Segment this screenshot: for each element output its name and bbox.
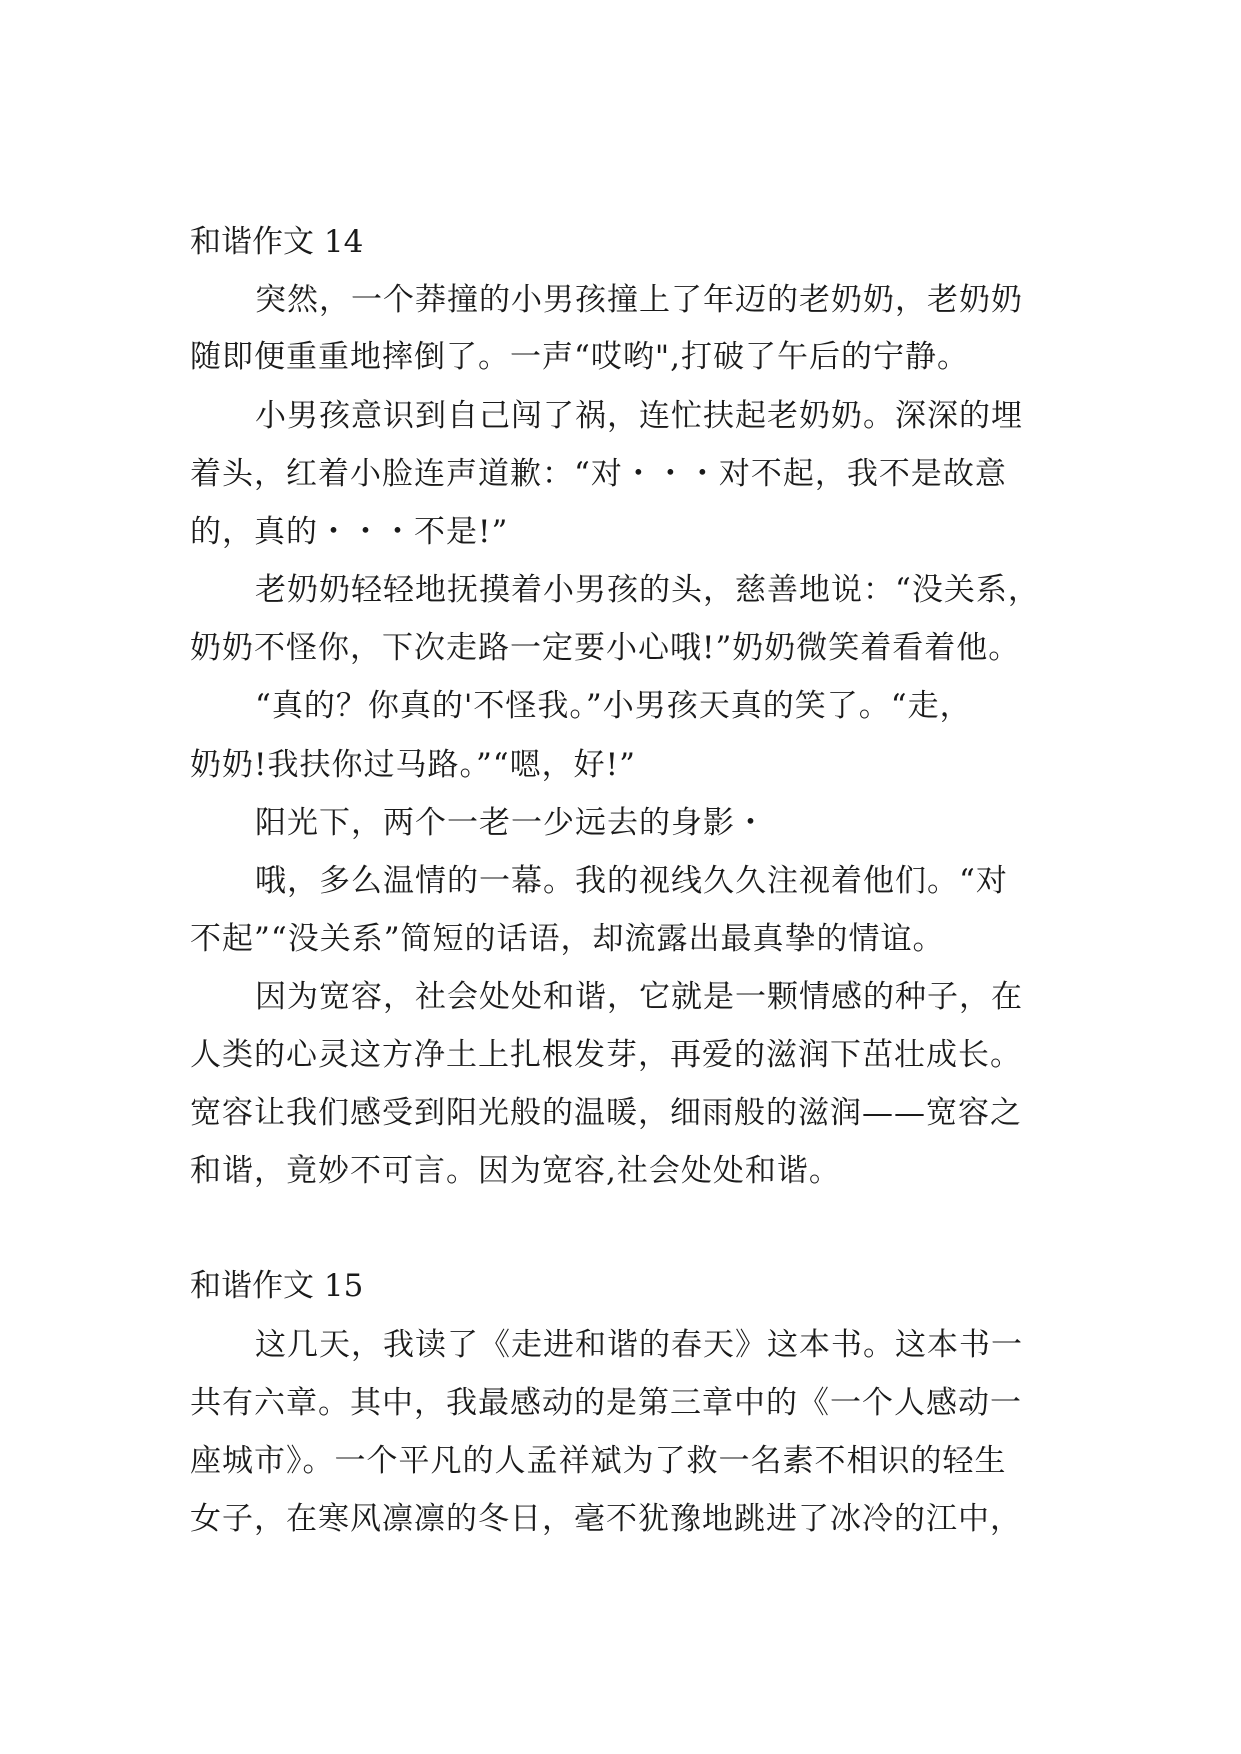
essay-15-line: 这几天，我读了《走进和谐的春天》这本书。这本书一 bbox=[255, 1327, 1023, 1363]
essay-14-title: 和谐作文 14 bbox=[190, 224, 364, 260]
essay-14-line: 阳光下，两个一老一少远去的身影・ bbox=[255, 805, 767, 841]
essay-14-line: 的，真的・・・不是!” bbox=[190, 514, 509, 550]
essay-14-line: 奶奶不怪你，下次走路一定要小心哦!”奶奶微笑着看着他。 bbox=[190, 630, 1021, 666]
essay-15-line: 共有六章。其中，我最感动的是第三章中的《一个人感动一 bbox=[190, 1385, 1022, 1421]
essay-14-line: 不起”“没关系”简短的话语，却流露出最真挚的情谊。 bbox=[190, 921, 945, 957]
essay-14-line: 随即便重重地摔倒了。一声“哎哟",打破了午后的宁静。 bbox=[190, 339, 969, 375]
essay-14-line: 和谐，竟妙不可言。因为宽容,社会处处和谐。 bbox=[190, 1153, 841, 1189]
essay-14-line: 因为宽容，社会处处和谐，它就是一颗情感的种子，在 bbox=[255, 979, 1023, 1015]
essay-14-line: 奶奶!我扶你过马路。”“嗯，好!” bbox=[190, 747, 636, 783]
essay-14-line: 突然，一个莽撞的小男孩撞上了年迈的老奶奶，老奶奶 bbox=[255, 282, 1023, 318]
essay-14-line: 宽容让我们感受到阳光般的温暖，细雨般的滋润——宽容之 bbox=[190, 1095, 1022, 1131]
essay-14-line: 小男孩意识到自己闯了祸，连忙扶起老奶奶。深深的埋 bbox=[255, 398, 1023, 434]
essay-14-line: 人类的心灵这方净土上扎根发芽，再爱的滋润下茁壮成长。 bbox=[190, 1037, 1022, 1073]
essay-15-line: 座城市》。一个平凡的人孟祥斌为了救一名素不相识的轻生 bbox=[190, 1443, 1007, 1479]
essay-15-title: 和谐作文 15 bbox=[190, 1268, 364, 1304]
essay-14-line: 哦，多么温情的一幕。我的视线久久注视着他们。“对 bbox=[255, 863, 1008, 899]
essay-14-line: 老奶奶轻轻地抚摸着小男孩的头，慈善地说：“没关系， bbox=[255, 572, 1040, 608]
essay-14-line: 着头，红着小脸连声道歉：“对・・・对不起，我不是故意 bbox=[190, 456, 1007, 492]
essay-15-line: 女子，在寒风凛凛的冬日，毫不犹豫地跳进了冰冷的江中， bbox=[190, 1501, 1022, 1537]
essay-14-line: “真的？你真的'不怪我。”小男孩天真的笑了。“走， bbox=[255, 688, 972, 724]
